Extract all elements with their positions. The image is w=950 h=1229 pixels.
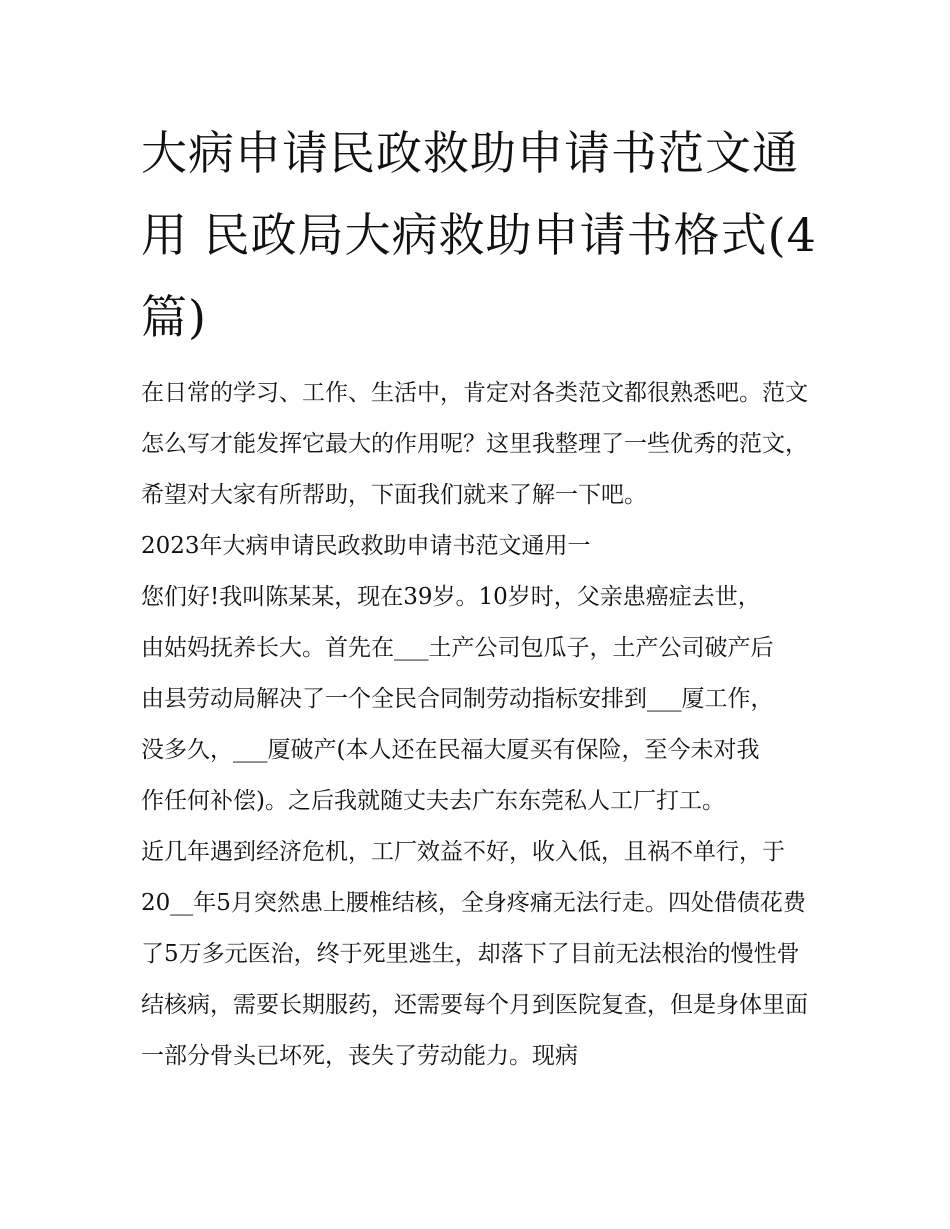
document-body (141, 368, 821, 1082)
document-title: 大病申请民政救助申请书范文通用 民政局大病救助申请书格式(4篇) (141, 126, 817, 344)
body-paragraph: 近几年遇到经济危机，工厂效益不好，收入低，且祸不单行，于20__年5月突然患上腰椎结核，全身疼痛无法行走。四处借债花费了5万多元医治，终于死里逃生，却落下了目前无法根治的慢性骨结核病，需要长期服药，还需要每个月到医院复查，但是身体里面一部分骨头已坏死，丧失了劳动能力。现病 (141, 839, 808, 1069)
intro-paragraph: 在日常的学习、工作、生活中，肯定对各类范文都很熟悉吧。范文怎么写才能发挥它最大的作用呢？这里我整理了一些优秀的范文，希望对大家有所帮助，下面我们就来了解一下吧。 (141, 380, 808, 508)
section-heading: 2023年大病申请民政救助申请书范文通用一 (141, 533, 591, 559)
document-page (141, 112, 821, 1082)
body-paragraph: 您们好!我叫陈某某，现在39岁。10岁时，父亲患癌症去世，由姑妈抚养长大。首先在___土产公司包瓜子，土产公司破产后由县劳动局解决了一个全民合同制劳动指标安排到___厦工作，没多久，___厦破产(本人还在民福大厦买有保险，至今未对我作任何补偿)。之后我就随丈夫去广东东莞私人工厂打工。 (141, 584, 774, 814)
